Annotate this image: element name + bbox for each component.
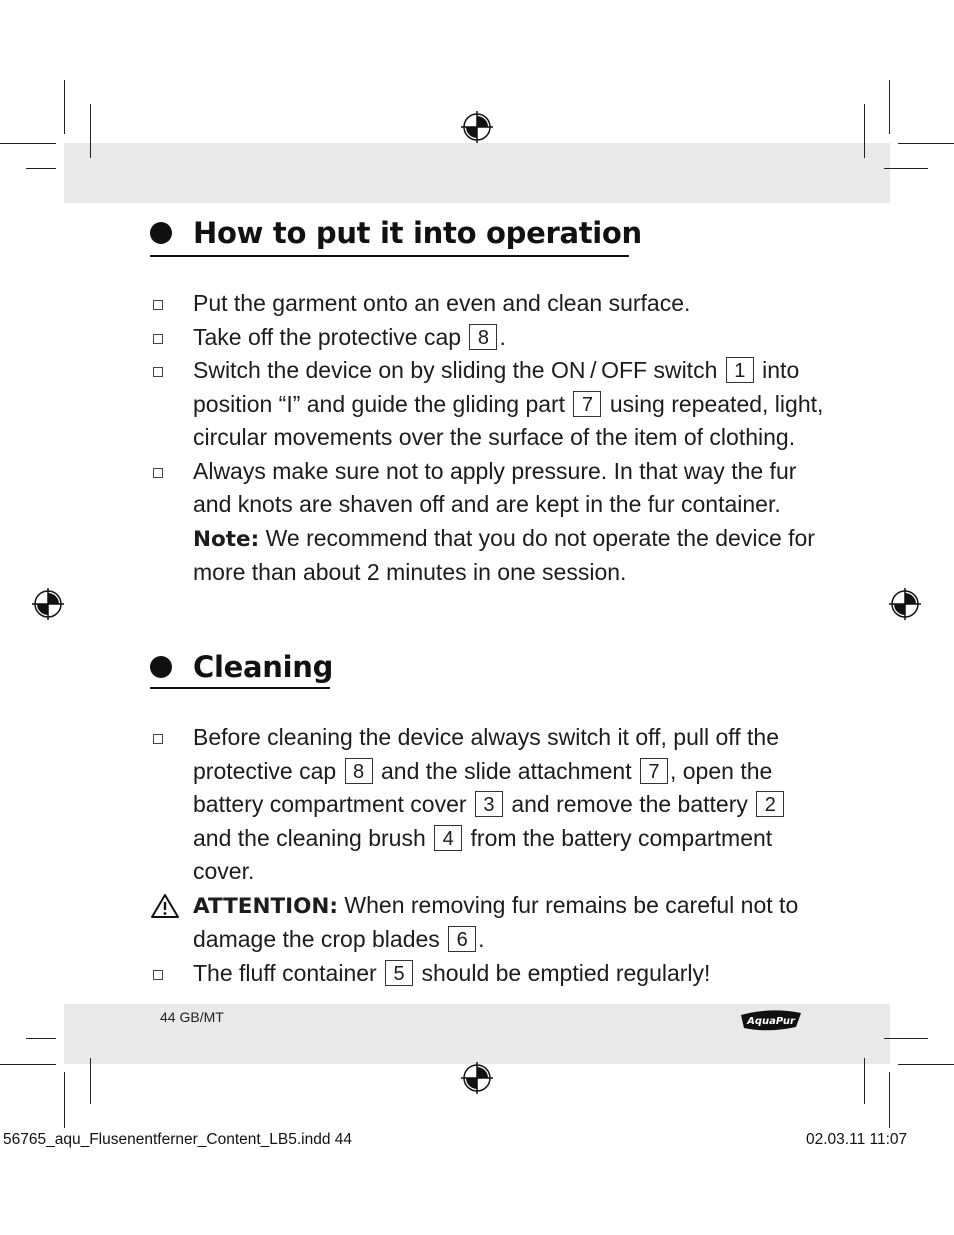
checkbox-bullet-icon [153, 468, 163, 478]
list-item-text [193, 892, 798, 953]
text-run: using repeated, light, circular movements over the surface of the item of clothing. [193, 390, 824, 450]
checkbox-bullet-icon [153, 970, 163, 980]
list-item-text [193, 357, 823, 450]
part-number-box: 6 [448, 926, 476, 952]
file-slug: 56765_aqu_Flusenentferner_Content_LB5.indd 44 [3, 1131, 353, 1148]
warning-triangle-icon [150, 893, 180, 919]
checkbox-bullet-icon [153, 334, 163, 344]
part-number-box: 1 [726, 357, 754, 383]
list-item [150, 321, 830, 355]
svg-text:AquaPur: AquaPur [747, 1016, 795, 1027]
list-item-text [193, 290, 690, 316]
brand-logo [738, 1007, 804, 1033]
list-item-text [193, 724, 786, 884]
text-run: and the slide attachment [374, 757, 638, 784]
text-run: Switch the device on by sliding the ON / OFF switch [193, 357, 724, 383]
heading-underline [150, 255, 629, 257]
registration-mark-icon [460, 1061, 494, 1095]
list-item-text [193, 960, 710, 986]
text-run: should be emptied regularly! [415, 959, 711, 986]
part-number-box: 4 [434, 825, 462, 851]
part-number-box: 8 [469, 324, 497, 350]
section-title: How to put it into operation [193, 216, 642, 250]
list-item [150, 455, 830, 590]
text-run: Take off the protective cap [193, 323, 468, 350]
heading-bullet-icon [150, 656, 172, 678]
heading-underline [150, 687, 330, 689]
registration-mark-icon [888, 587, 922, 621]
text-run: When removing fur remains be careful not to damage the crop blades [193, 891, 799, 952]
heading-bullet-icon [150, 222, 172, 244]
operation-steps-list [150, 287, 830, 590]
text-run: and the cleaning brush [193, 824, 433, 851]
list-item-text [193, 458, 815, 586]
list-item-text [193, 324, 506, 350]
cleaning-steps-list [150, 721, 830, 990]
part-number-box: 7 [640, 758, 668, 784]
list-item [150, 287, 830, 321]
text-run: , open the battery compartment cover [193, 757, 773, 817]
part-number-box: 5 [385, 960, 413, 986]
list-item [150, 957, 830, 991]
text-run: Put the garment onto an even and clean surface. [193, 290, 691, 316]
text-run: Always make sure not to apply pressure. In that way the fur and knots are shaven off and are kept in the fur container. [193, 457, 797, 517]
text-run: . [499, 323, 506, 350]
text-run: We recommend that you do not operate the device for more than about 2 minutes in one session. [193, 524, 815, 585]
list-item [150, 889, 830, 957]
part-number-box: 7 [573, 391, 601, 417]
section-heading-operation [150, 216, 642, 250]
page-number: 44 GB/MT [160, 1009, 224, 1025]
print-date: 02.03.11 11:07 [806, 1131, 908, 1148]
text-run: Before cleaning the device always switch it off, pull off the protective cap [193, 724, 779, 784]
section-heading-cleaning [150, 650, 333, 684]
registration-mark-icon [460, 110, 494, 144]
part-number-box: 8 [345, 758, 373, 784]
text-run: into position “I” and guide the gliding part [193, 357, 800, 417]
part-number-box: 2 [756, 791, 784, 817]
checkbox-bullet-icon [153, 300, 163, 310]
text-run: and remove the battery [504, 791, 755, 817]
part-number-box: 3 [475, 791, 503, 817]
checkbox-bullet-icon [153, 367, 163, 377]
section-title: Cleaning [193, 650, 334, 684]
emphasis-label: Note: [193, 526, 260, 552]
list-item [150, 354, 830, 455]
text-run: The fluff container [193, 959, 384, 986]
checkbox-bullet-icon [153, 734, 163, 744]
header-band [64, 143, 890, 203]
list-item [150, 721, 830, 889]
registration-mark-icon [31, 587, 65, 621]
text-run: . [478, 926, 485, 952]
emphasis-label: ATTENTION: [193, 893, 339, 919]
text-run: from the battery compartment cover. [193, 824, 773, 884]
